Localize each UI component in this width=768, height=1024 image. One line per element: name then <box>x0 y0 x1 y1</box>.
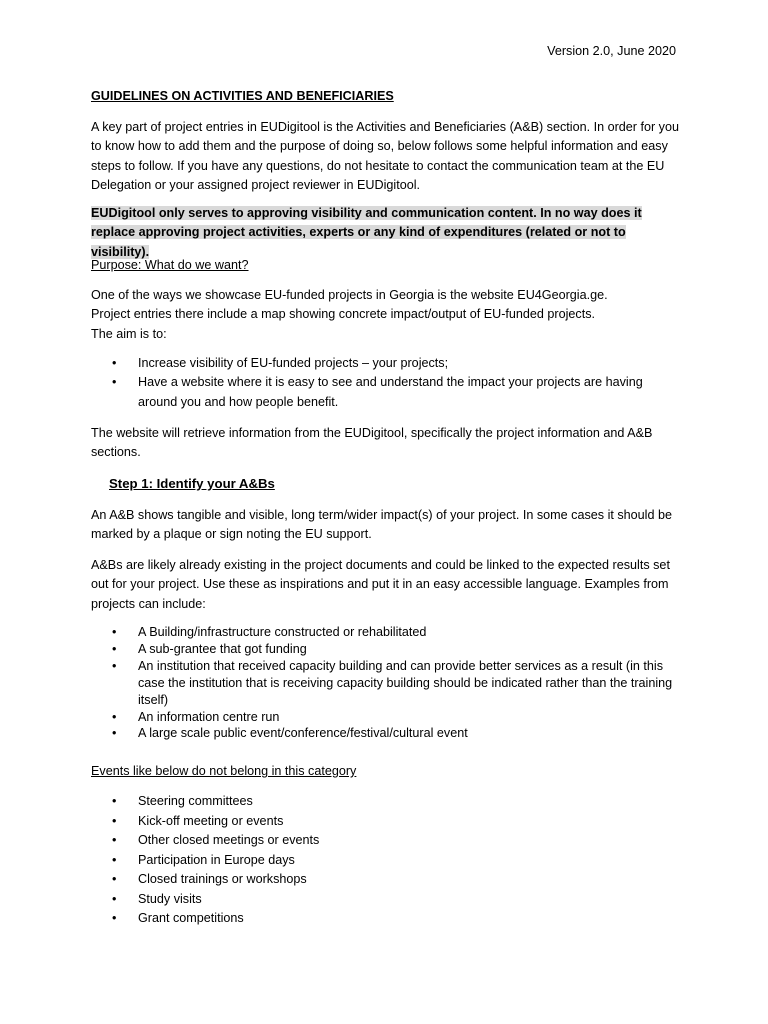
list-item: • Have a website where it is easy to see and understand the impact your projects are having around you and how people benefit. <box>91 373 685 412</box>
list-item: • Other closed meetings or events <box>91 831 685 851</box>
purpose-paragraph <box>91 286 685 344</box>
purpose-line: One of the ways we showcase EU-funded projects in Georgia is the website EU4Georgia.ge. <box>91 288 608 302</box>
events-heading: Events like below do not belong in this category <box>91 764 357 778</box>
step1-heading: Step 1: Identify your A&Bs <box>109 476 275 491</box>
list-item: • Closed trainings or workshops <box>91 870 685 890</box>
list-item: • A Building/infrastructure constructed or rehabilitated <box>91 624 685 641</box>
purpose-line: The aim is to: <box>91 326 167 341</box>
highlight-note-text: EUDigitool only serves to approving visibility and communication content. In no way does it replace approving project activities, experts or any kind of expenditures (related or not to visibility). <box>91 206 642 259</box>
aims-list <box>91 354 685 412</box>
purpose-line: Project entries there include a map showing concrete impact/output of EU-funded projects. <box>91 307 596 322</box>
list-item: • Increase visibility of EU-funded projects – your projects; <box>91 354 685 373</box>
version-label: Version 2.0, June 2020 <box>547 44 676 58</box>
list-item: • Study visits <box>91 890 685 910</box>
highlight-note <box>91 204 685 262</box>
ab-paragraph-2: A&Bs are likely already existing in the project documents and could be linked to the expected results set out for your project. Use these as inspirations and put it in an easy accessible language. Examples from projects can include: <box>91 558 670 611</box>
retrieve-paragraph: The website will retrieve information from the EUDigitool, specifically the project information and A&B sections. <box>91 426 653 460</box>
list-item: • A sub-grantee that got funding <box>91 641 685 658</box>
list-item: • A large scale public event/conference/festival/cultural event <box>91 725 685 742</box>
examples-list <box>91 624 685 742</box>
list-item: • An institution that received capacity building and can provide better services as a result (in this case the institution that is receiving capacity building should be indicated rather than the training itself) <box>91 658 685 709</box>
purpose-heading: Purpose: What do we want? <box>91 258 249 272</box>
list-item: • Steering committees <box>91 792 685 812</box>
list-item: • Kick-off meeting or events <box>91 812 685 832</box>
list-item: • An information centre run <box>91 709 685 726</box>
list-item: • Grant competitions <box>91 909 685 929</box>
ab-paragraph: An A&B shows tangible and visible, long term/wider impact(s) of your project. In some cases it should be marked by a plaque or sign noting the EU support. <box>91 508 672 542</box>
excluded-events-list <box>91 792 685 929</box>
list-item: • Participation in Europe days <box>91 851 685 871</box>
document-title: GUIDELINES ON ACTIVITIES AND BENEFICIARIES <box>91 89 394 103</box>
intro-paragraph: A key part of project entries in EUDigitool is the Activities and Beneficiaries (A&B) section. In order for you to know how to add them and the purpose of doing so, below follows some helpful information and easy steps to follow. If you have any questions, do not hesitate to contact the communication team at the EU Delegation or your assigned project reviewer in EUDigitool. <box>91 120 679 192</box>
